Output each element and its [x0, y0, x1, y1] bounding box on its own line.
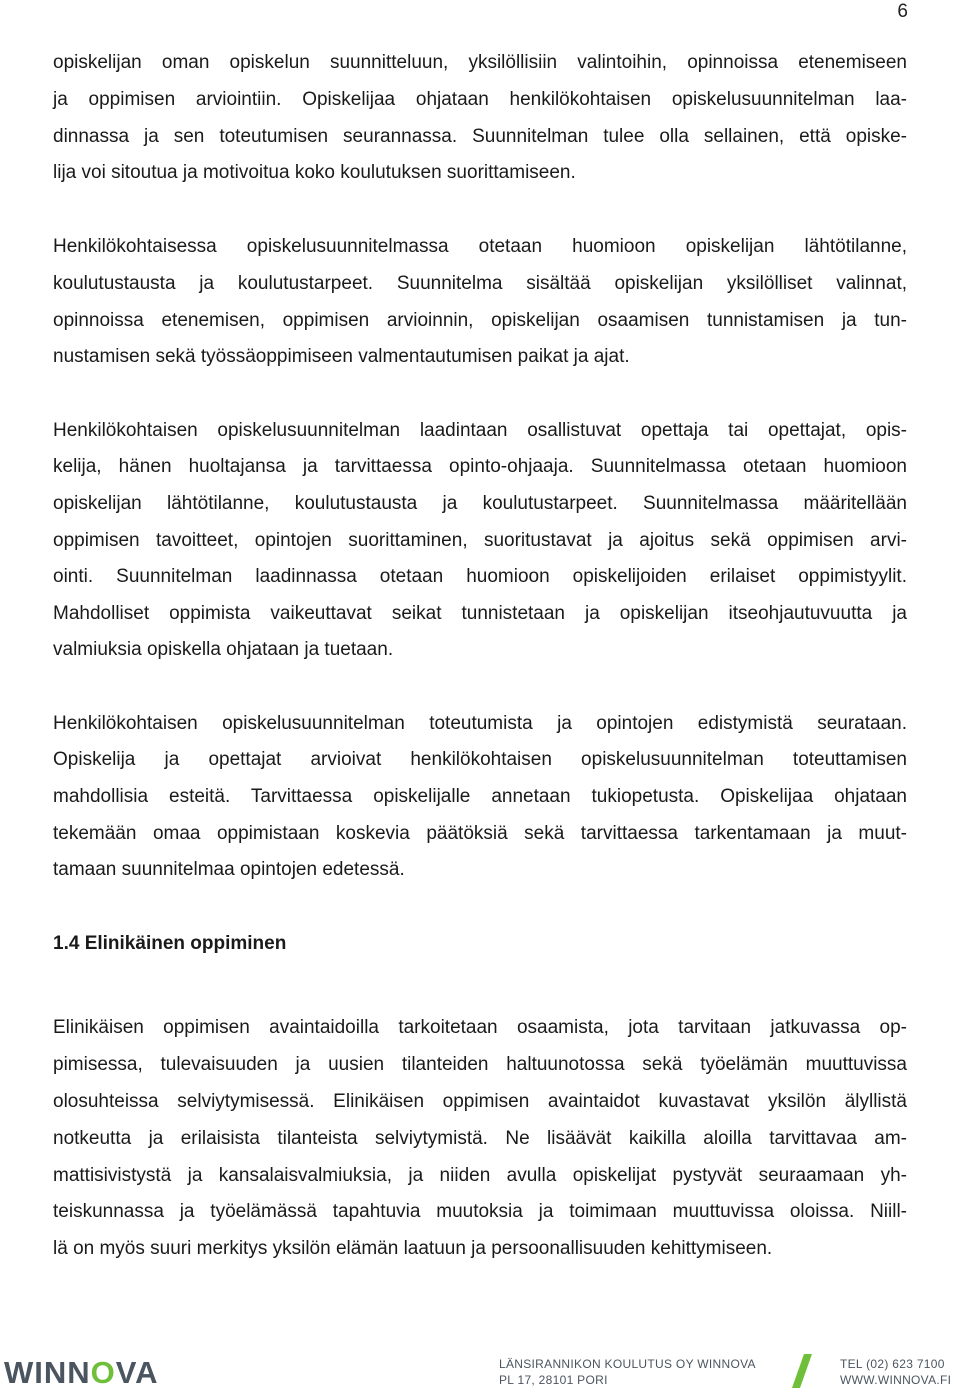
website-text: WWW.WINNOVA.FI — [840, 1373, 952, 1387]
text-line: lä on myös suuri merkitys yksilön elämän laatuun ja persoonallisuuden kehittymiseen. — [53, 1238, 773, 1259]
text-line: oppimisen tavoitteet, opintojen suorittaminen, suoritustavat ja ajoitus sekä oppimisen arvi- — [53, 530, 907, 551]
section-heading: 1.4 Elinikäinen oppiminen — [53, 933, 287, 954]
text-line: notkeutta ja erilaisista tilanteista selviytymistä. Ne lisäävät kaikilla aloilla tarvittavaa am- — [53, 1128, 907, 1149]
text-line: dinnassa ja sen toteutumisen seurannassa. Suunnitelman tulee olla sellainen, että opiske- — [53, 126, 907, 147]
company-address: PL 17, 28101 PORI — [499, 1373, 608, 1387]
text-line: tamaan suunnitelmaa opintojen edetessä. — [53, 859, 405, 880]
text-line: opiskelijan lähtötilanne, koulutustausta ja koulutustarpeet. Suunnitelmassa määritellään — [53, 493, 907, 514]
text-line: Elinikäisen oppimisen avaintaidoilla tarkoitetaan osaamista, jota tarvitaan jatkuvassa op- — [53, 1017, 907, 1038]
text-line: kelija, hänen huoltajansa ja tarvittaessa opinto-ohjaaja. Suunnitelmassa otetaan huomioon — [53, 456, 907, 477]
page-number: 6 — [897, 1, 908, 22]
slash-icon — [792, 1354, 812, 1388]
logo-text: WINN — [4, 1355, 91, 1390]
text-line: ja oppimisen arviointiin. Opiskelijaa ohjataan henkilökohtaisen opiskelusuunnitelman laa- — [53, 89, 907, 110]
text-line: Opiskelija ja opettajat arvioivat henkilökohtaisen opiskelusuunnitelman toteuttamisen — [53, 749, 907, 770]
company-info — [499, 1356, 756, 1388]
text-line: Mahdolliset oppimista vaikeuttavat seikat tunnistetaan ja opiskelijan itseohjautuvuutta ja — [53, 603, 907, 624]
text-line: teiskunnassa ja työelämässä tapahtuvia muutoksia ja toimimaan muuttuvissa oloissa. Niill- — [53, 1201, 907, 1222]
text-line: ointi. Suunnitelman laadinnassa otetaan huomioon opiskelijoiden erilaiset oppimistyylit. — [53, 566, 907, 587]
phone-text: TEL (02) 623 7100 — [840, 1357, 945, 1371]
company-name: LÄNSIRANNIKON KOULUTUS OY WINNOVA — [499, 1357, 756, 1371]
text-line: Henkilökohtaisen opiskelusuunnitelman toteutumista ja opintojen edistymistä seurataan. — [53, 713, 907, 734]
contact-info — [840, 1356, 951, 1388]
logo-o-letter: O — [90, 1355, 116, 1390]
text-line: mattisivistystä ja kansalaisvalmiuksia, ja niiden avulla opiskelijat pystyvät seuraamaan yh- — [53, 1165, 907, 1186]
winnova-logo — [4, 1356, 159, 1390]
text-line: olosuhteissa selviytymisessä. Elinikäisen oppimisen avaintaidot kuvastavat yksilön älyllistä — [53, 1091, 907, 1112]
text-line: mahdollisia esteitä. Tarvittaessa opiskelijalle annetaan tukiopetusta. Opiskelijaa ohjataan — [53, 786, 907, 807]
text-line: nustamisen sekä työssäoppimiseen valmentautumisen paikat ja ajat. — [53, 346, 630, 367]
page-footer — [0, 1340, 960, 1389]
text-line: lija voi sitoutua ja motivoitua koko koulutuksen suorittamiseen. — [53, 162, 576, 183]
logo-text: VA — [115, 1355, 159, 1390]
text-line: Henkilökohtaisessa opiskelusuunnitelmassa otetaan huomioon opiskelijan lähtötilanne, — [53, 236, 907, 257]
text-line: pimisessa, tulevaisuuden ja uusien tilanteiden haltuunotossa sekä työelämän muuttuvissa — [53, 1054, 907, 1075]
text-line: koulutustausta ja koulutustarpeet. Suunnitelma sisältää opiskelijan yksilölliset valinnat, — [53, 273, 907, 294]
text-line: opiskelijan oman opiskelun suunnitteluun, yksilöllisiin valintoihin, opinnoissa etenemiseen — [53, 52, 907, 73]
text-line: Henkilökohtaisen opiskelusuunnitelman laadintaan osallistuvat opettaja tai opettajat, opis- — [53, 420, 907, 441]
text-line: opinnoissa etenemisen, oppimisen arvioinnin, opiskelijan osaamisen tunnistamisen ja tun- — [53, 310, 907, 331]
text-line: tekemään omaa oppimistaan koskevia päätöksiä sekä tarvittaessa tarkentamaan ja muut- — [53, 823, 907, 844]
text-line: valmiuksia opiskella ohjataan ja tuetaan. — [53, 639, 394, 660]
